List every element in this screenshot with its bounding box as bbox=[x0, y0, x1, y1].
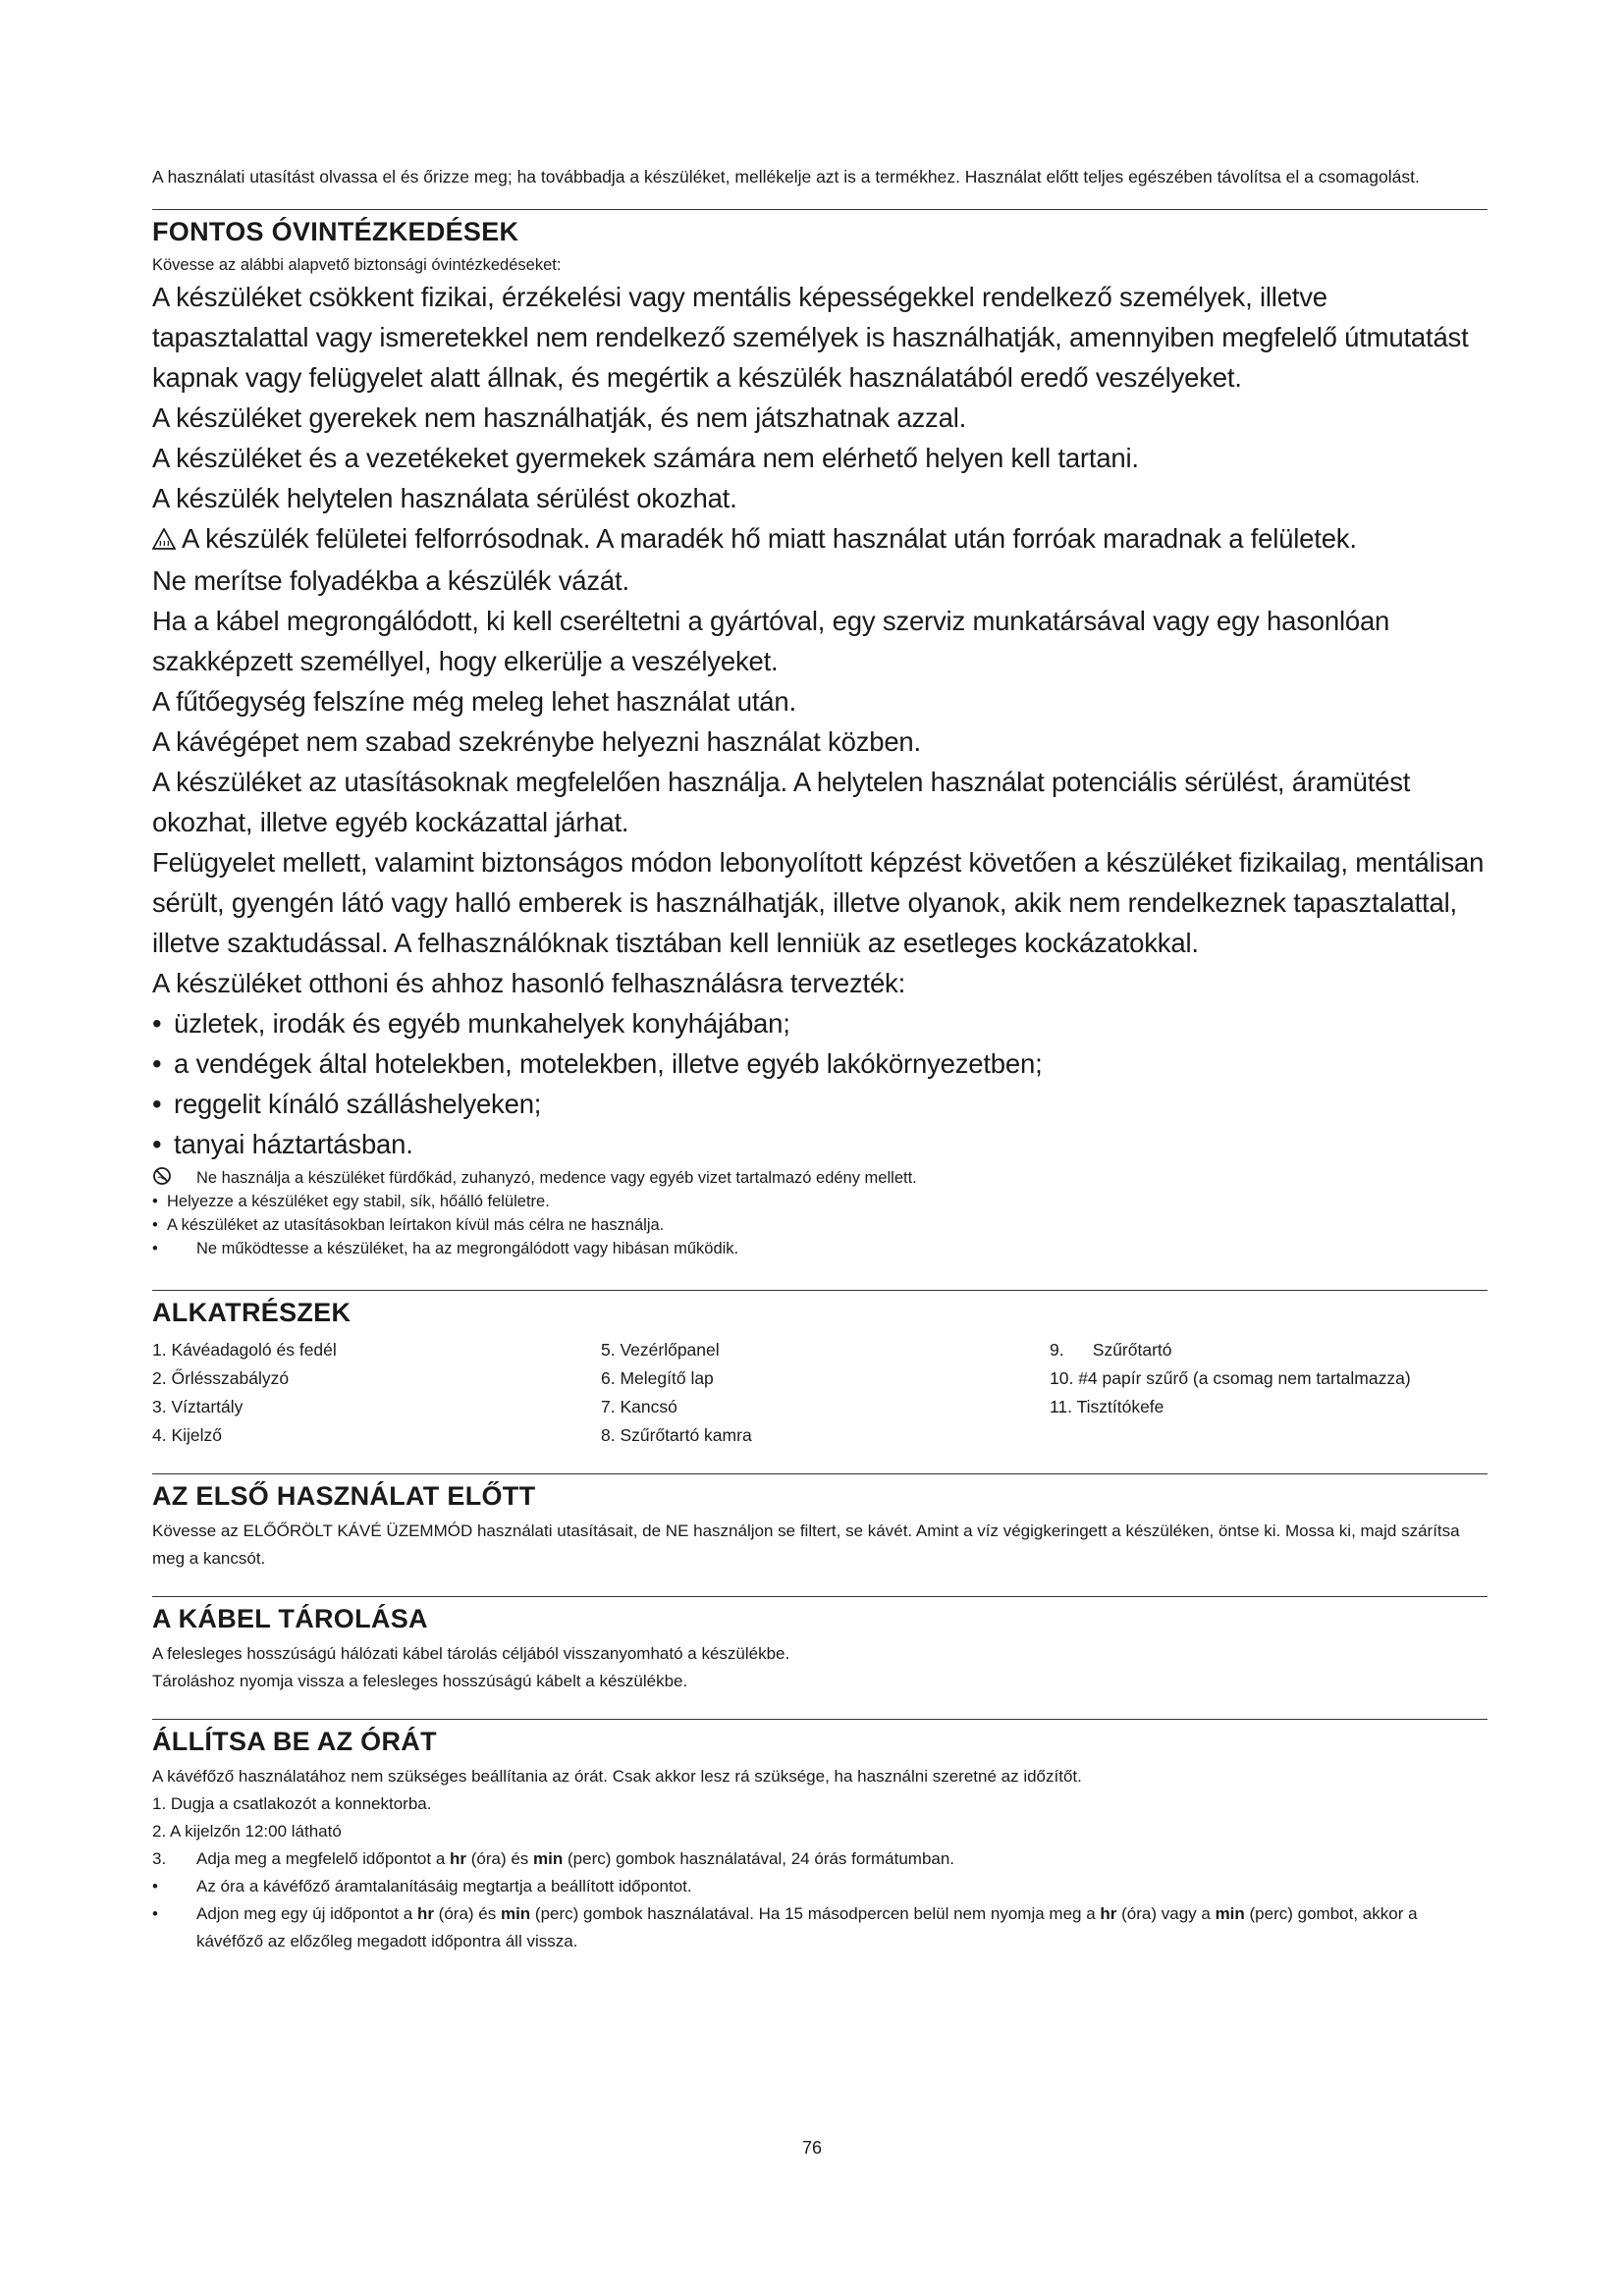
part-item: 1. Kávéadagoló és fedél bbox=[152, 1340, 337, 1360]
bullet-dot: • bbox=[152, 1129, 162, 1159]
text-segment: (perc) gombot, akkor a kávéfőző az előzőleg megadott időpontra áll vissza. bbox=[196, 1904, 1418, 1950]
min-label: min bbox=[533, 1849, 564, 1868]
bullet-dot: • bbox=[152, 1193, 158, 1210]
cable-text bbox=[152, 1640, 1488, 1695]
text-segment: (perc) gombok használatával. Ha 15 másodpercen belül nem nyomja meg a bbox=[530, 1904, 1101, 1923]
usage-bullet bbox=[152, 1043, 1488, 1084]
part-item: 11. Tisztítókefe bbox=[1050, 1397, 1164, 1416]
safety-paragraph: Felügyelet mellett, valamint biztonságos módon lebonyolított képzést követően a készüléket fizikailag, mentálisan sérült, gyengén látó vagy halló emberek is használhatják, illetve olyanok, akik nem rendelkeznek tapasztalattal, illetve szaktudással. A felhasználóknak tisztában kell lenniük az esetleges kockázatokkal. bbox=[152, 847, 1485, 958]
text-segment: (óra) és bbox=[433, 1904, 501, 1923]
bullet-dot: • bbox=[152, 1877, 158, 1896]
bullet-text: tanyai háztartásban. bbox=[174, 1129, 413, 1159]
safety-notes bbox=[152, 1166, 1488, 1260]
parts-title: ALKATRÉSZEK bbox=[152, 1298, 352, 1327]
safety-paragraph: A készüléket gyerekek nem használhatják, és nem játszhatnak azzal. bbox=[152, 402, 967, 433]
page-number: 76 bbox=[801, 2138, 823, 2158]
text-segment: (perc) gombok használatával, 24 órás formátumban. bbox=[563, 1849, 955, 1868]
bullet-text: üzletek, irodák és egyéb munkahelyek konyhájában; bbox=[174, 1008, 790, 1039]
small-bullet-text: Helyezze a készüléket egy stabil, sík, hőálló felületre. bbox=[167, 1193, 550, 1210]
clock-step: 1. Dugja a csatlakozót a konnektorba. bbox=[152, 1794, 432, 1813]
part-item: 10. #4 papír szűrő (a csomag nem tartalmazza) bbox=[1050, 1368, 1411, 1388]
bullet-dot: • bbox=[152, 1240, 158, 1257]
part-item: 6. Melegítő lap bbox=[601, 1368, 714, 1388]
safety-paragraph: Ha a kábel megrongálódott, ki kell cseréltetni a gyártóval, egy szerviz munkatársával vagy egy hasonlóan szakképzett személlyel, hogy elkerülje a veszélyeket. bbox=[152, 606, 1390, 676]
part-item: 7. Kancsó bbox=[601, 1397, 677, 1416]
step-number: 3. bbox=[152, 1849, 167, 1868]
prohibit-note bbox=[152, 1166, 1488, 1190]
safety-body bbox=[152, 277, 1488, 1164]
clock-bullet bbox=[152, 1900, 1488, 1955]
hr-label: hr bbox=[416, 1904, 434, 1923]
clock-intro: A kávéfőző használatához nem szükséges beállítania az órát. Csak akkor lesz rá szüksége, ha használni szeretné az időzítőt. bbox=[152, 1767, 1082, 1786]
clock-bullet-text: Az óra a kávéfőző áramtalanításáig megtartja a beállított időpontot. bbox=[196, 1877, 692, 1896]
bullet-dot: • bbox=[152, 1089, 162, 1119]
cable-line: A felesleges hosszúságú hálózati kábel tárolás céljából visszanyomható a készülékbe. bbox=[152, 1644, 790, 1663]
bullet-text: reggelit kínáló szálláshelyeken; bbox=[174, 1089, 542, 1119]
usage-bullet bbox=[152, 1084, 1488, 1124]
clock-title: ÁLLÍTSA BE AZ ÓRÁT bbox=[152, 1727, 437, 1756]
prohibit-note-text: Ne használja a készüléket fürdőkád, zuhanyzó, medence vagy egyéb vizet tartalmazó edény mellett. bbox=[196, 1169, 917, 1187]
small-bullet-text: Ne működtesse a készüléket, ha az megrongálódott vagy hibásan működik. bbox=[196, 1240, 739, 1257]
clock-section bbox=[152, 1719, 1488, 1955]
first-use-text: Kövesse az ELŐŐRÖLT KÁVÉ ÜZEMMÓD használati utasításait, de NE használjon se filtert, se kávét. Amint a víz végigkeringett a készüléken, öntse ki. Mossa ki, majd szárítsa meg a kancsót. bbox=[152, 1522, 1460, 1568]
text-segment: Adjon meg egy új időpontot a bbox=[196, 1904, 417, 1923]
safety-paragraph: A készüléket csökkent fizikai, érzékelési vagy mentális képességekkel rendelkező személyek, illetve tapasztalattal vagy ismeretekkel nem rendelkező személyek is használhatják, amennyiben megfelelő útmutatást kapnak vagy felügyelet alatt állnak, és megértik a készülék használatából eredő veszélyeket. bbox=[152, 282, 1469, 393]
bullet-dot: • bbox=[152, 1008, 162, 1039]
small-bullet-text: A készüléket az utasításokban leírtakon kívül más célra ne használja. bbox=[167, 1216, 665, 1234]
clock-step: 2. A kijelzőn 12:00 látható bbox=[152, 1822, 342, 1841]
part-item: 2. Őrlésszabályzó bbox=[152, 1368, 290, 1388]
bullet-dot: • bbox=[152, 1904, 158, 1923]
text-segment: Adja meg a megfelelő időpontot a bbox=[196, 1849, 451, 1868]
safety-title: FONTOS ÓVINTÉZKEDÉSEK bbox=[152, 217, 519, 246]
clock-bullet-text bbox=[196, 1900, 1488, 1955]
safety-paragraph: A készüléket otthoni és ahhoz hasonló felhasználásra tervezték: bbox=[152, 968, 906, 998]
min-label: min bbox=[500, 1904, 531, 1923]
safety-paragraph: A kávégépet nem szabad szekrénybe helyezni használat közben. bbox=[152, 726, 921, 757]
small-bullet bbox=[152, 1190, 1488, 1213]
part-item: 4. Kijelző bbox=[152, 1425, 223, 1445]
safety-paragraph: A készülék helytelen használata sérülést okozhat. bbox=[152, 483, 737, 513]
first-use-section bbox=[152, 1473, 1488, 1573]
small-bullet bbox=[152, 1213, 1488, 1237]
safety-paragraph: A fűtőegység felszíne még meleg lehet használat után. bbox=[152, 686, 796, 717]
intro-text: A használati utasítást olvassa el és őrizze meg; ha továbbadja a készüléket, mellékelje azt is a termékhez. Használat előtt teljes egészében távolítsa el a csomagolást. bbox=[152, 167, 1420, 187]
no-water-prohibit-icon bbox=[152, 1166, 196, 1190]
safety-paragraph: Ne merítse folyadékba a készülék vázát. bbox=[152, 565, 629, 596]
first-use-title: AZ ELSŐ HASZNÁLAT ELŐTT bbox=[152, 1481, 536, 1511]
part-item: 8. Szűrőtartó kamra bbox=[601, 1425, 752, 1445]
cable-title: A KÁBEL TÁROLÁSA bbox=[152, 1604, 428, 1633]
clock-bullet bbox=[152, 1873, 1488, 1900]
part-item-empty bbox=[1050, 1421, 1488, 1450]
hot-surface-warning bbox=[152, 518, 1488, 561]
safety-subtitle: Kövesse az alábbi alapvető biztonsági óvintézkedéseket: bbox=[152, 256, 562, 274]
text-segment: (óra) és bbox=[466, 1849, 534, 1868]
warning-text: A készülék felületei felforrósodnak. A maradék hő miatt használat után forróak maradnak a felületek. bbox=[182, 523, 1357, 554]
text-segment: (óra) vagy a bbox=[1116, 1904, 1216, 1923]
cable-line: Tároláshoz nyomja vissza a felesleges hosszúságú kábelt a készülékbe. bbox=[152, 1672, 688, 1690]
part-item: 3. Víztartály bbox=[152, 1397, 244, 1416]
small-bullet bbox=[152, 1237, 1488, 1260]
step-text bbox=[196, 1845, 954, 1873]
min-label: min bbox=[1215, 1904, 1245, 1923]
part-item: 9. Szűrőtartó bbox=[1050, 1340, 1172, 1360]
hr-label: hr bbox=[450, 1849, 467, 1868]
hot-surface-warning-icon bbox=[152, 520, 176, 561]
bullet-text: a vendégek által hotelekben, motelekben, illetve egyéb lakókörnyezetben; bbox=[174, 1048, 1043, 1079]
parts-section bbox=[152, 1290, 1488, 1450]
usage-bullet bbox=[152, 1124, 1488, 1164]
safety-paragraph: A készüléket az utasításoknak megfelelően használja. A helytelen használat potenciális sérülést, áramütést okozhat, illetve egyéb kockázattal járhat. bbox=[152, 767, 1411, 837]
parts-list bbox=[152, 1336, 1488, 1450]
manual-page bbox=[152, 165, 1488, 1955]
safety-paragraph: A készüléket és a vezetékeket gyermekek számára nem elérhető helyen kell tartani. bbox=[152, 443, 1139, 473]
bullet-dot: • bbox=[152, 1216, 158, 1234]
bullet-dot: • bbox=[152, 1048, 162, 1079]
usage-bullet bbox=[152, 1003, 1488, 1043]
cable-section bbox=[152, 1596, 1488, 1695]
hr-label: hr bbox=[1100, 1904, 1117, 1923]
clock-step bbox=[152, 1845, 1488, 1873]
safety-section bbox=[152, 209, 1488, 1260]
part-item: 5. Vezérlőpanel bbox=[601, 1340, 720, 1360]
clock-body bbox=[152, 1763, 1488, 1955]
